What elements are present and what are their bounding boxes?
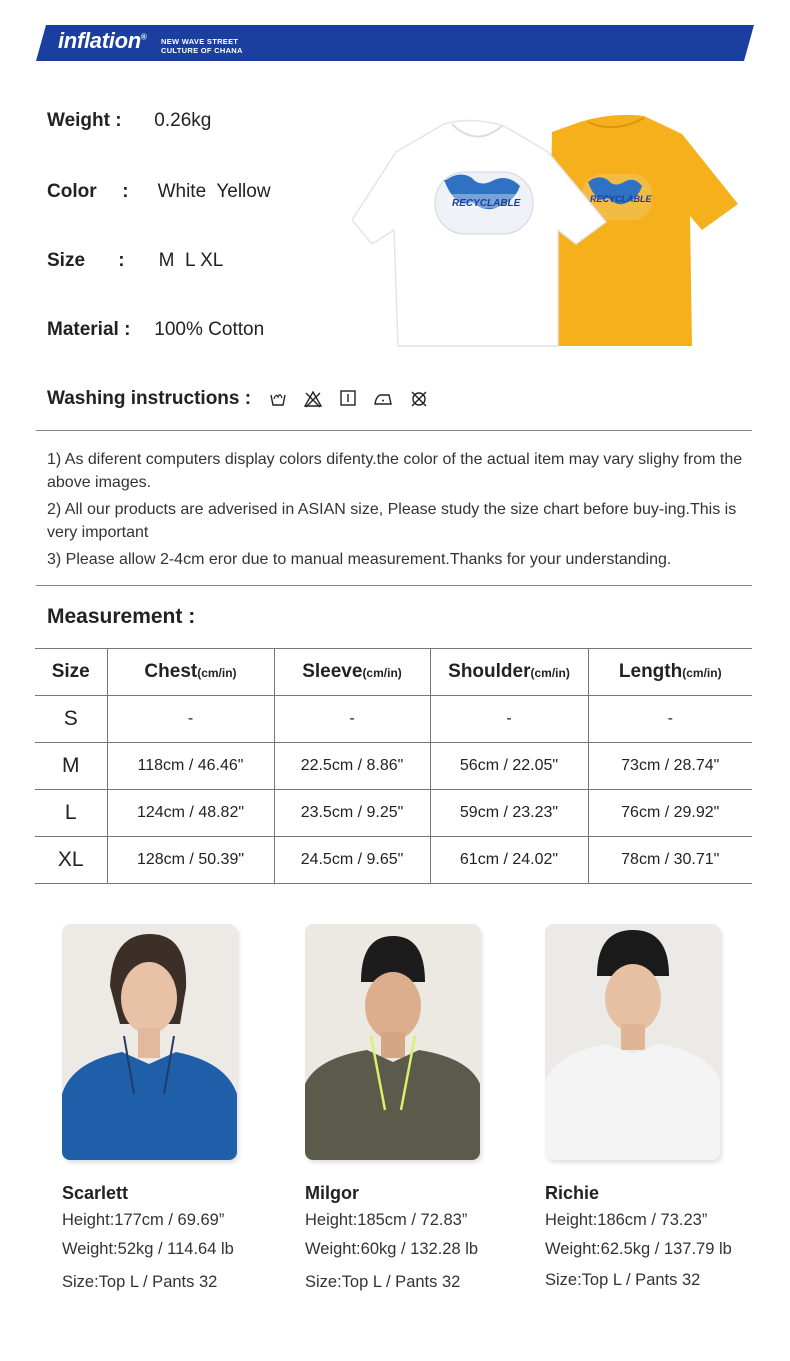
product-tshirts-image [352, 112, 744, 352]
model-size: Size:Top L / Pants 32 [545, 1271, 701, 1289]
cell-size: L [35, 790, 107, 837]
divider [36, 430, 752, 431]
table-row [35, 743, 752, 790]
cell-length: 78cm / 30.71" [588, 837, 752, 884]
cell-length: 76cm / 29.92" [588, 790, 752, 837]
spec-material [47, 319, 264, 341]
spec-color-separator: : [122, 181, 129, 202]
cell-shoulder: 61cm / 24.02" [430, 837, 588, 884]
model-height: Height:177cm / 69.69” [62, 1211, 225, 1229]
iron-low-icon [374, 390, 392, 411]
divider [36, 585, 752, 586]
model-size: Size:Top L / Pants 32 [62, 1273, 218, 1291]
cell-chest: - [107, 696, 274, 743]
model-weight: Weight:62.5kg / 137.79 lb [545, 1240, 732, 1258]
model-photo-milgor [305, 924, 480, 1160]
cell-size: S [35, 696, 107, 743]
note-item: 1) As diferent computers display colors difenty.the color of the actual item may vary slighy from the above images. [47, 451, 743, 491]
size-chart-table [35, 648, 752, 884]
cell-chest: 128cm / 50.39" [107, 837, 274, 884]
model-weight: Weight:60kg / 132.28 lb [305, 1240, 479, 1258]
cell-chest: 124cm / 48.82" [107, 790, 274, 837]
cell-sleeve: 22.5cm / 8.86" [274, 743, 430, 790]
table-row [35, 790, 752, 837]
spec-size-label: Size [47, 250, 86, 271]
spec-color-value: White Yellow [157, 181, 271, 202]
header-shoulder: Shoulder(cm/in) [430, 649, 588, 696]
spec-weight-value: 0.26kg [154, 110, 212, 131]
spec-material-value: 100% Cotton [154, 319, 265, 340]
model-height: Height:186cm / 73.23” [545, 1211, 708, 1229]
model-name: Milgor [305, 1183, 359, 1203]
header-sleeve: Sleeve(cm/in) [274, 649, 430, 696]
model-name: Scarlett [62, 1183, 129, 1203]
cell-size: XL [35, 837, 107, 884]
cell-sleeve: 23.5cm / 9.25" [274, 790, 430, 837]
cell-sleeve: - [274, 696, 430, 743]
header-length: Length(cm/in) [588, 649, 752, 696]
yellow-shirt-print-text: RECYCLABLE [590, 194, 652, 204]
cell-chest: 118cm / 46.46" [107, 743, 274, 790]
model-weight: Weight:52kg / 114.64 lb [62, 1240, 234, 1258]
table-row [35, 696, 752, 743]
cell-sleeve: 24.5cm / 9.65" [274, 837, 430, 884]
no-bleach-icon [304, 390, 322, 413]
cell-length: - [588, 696, 752, 743]
cell-length: 73cm / 28.74" [588, 743, 752, 790]
model-photo-richie [545, 924, 720, 1160]
spec-material-label: Material : [47, 319, 131, 340]
cell-shoulder: 56cm / 22.05" [430, 743, 588, 790]
spec-weight-label: Weight : [47, 110, 122, 131]
brand-logo: inflation® [58, 28, 147, 53]
brand-tagline: NEW WAVE STREET CULTURE OF CHANA [161, 37, 243, 55]
measurement-title: Measurement : [47, 605, 196, 628]
no-dry-clean-icon [410, 390, 428, 413]
model-height: Height:185cm / 72.83” [305, 1211, 468, 1229]
model-name: Richie [545, 1183, 600, 1203]
tumble-dry-icon [340, 390, 356, 411]
cell-size: M [35, 743, 107, 790]
header-chest: Chest(cm/in) [107, 649, 274, 696]
table-row [35, 837, 752, 884]
spec-color [47, 181, 271, 203]
spec-size-separator: : [118, 250, 125, 271]
hand-wash-icon [270, 390, 286, 413]
cell-shoulder: - [430, 696, 588, 743]
spec-size-value: M L XL [158, 250, 224, 271]
white-shirt-print-text: RECYCLABLE [452, 198, 521, 209]
table-header-row [35, 649, 752, 696]
model-size: Size:Top L / Pants 32 [305, 1273, 461, 1291]
spec-color-label: Color [47, 181, 97, 202]
size-notes [47, 448, 747, 575]
washing-instructions-label: Washing instructions : [47, 388, 252, 409]
spec-size [47, 250, 223, 272]
cell-shoulder: 59cm / 23.23" [430, 790, 588, 837]
note-item: 3) Please allow 2-4cm eror due to manual measurement.Thanks for your understanding. [47, 551, 672, 568]
note-item: 2) All our products are adverised in ASIAN size, Please study the size chart before buy-ing.This is very important [47, 501, 737, 541]
spec-weight [47, 110, 211, 132]
model-photo-scarlett [62, 924, 237, 1160]
header-size: Size [35, 649, 107, 696]
